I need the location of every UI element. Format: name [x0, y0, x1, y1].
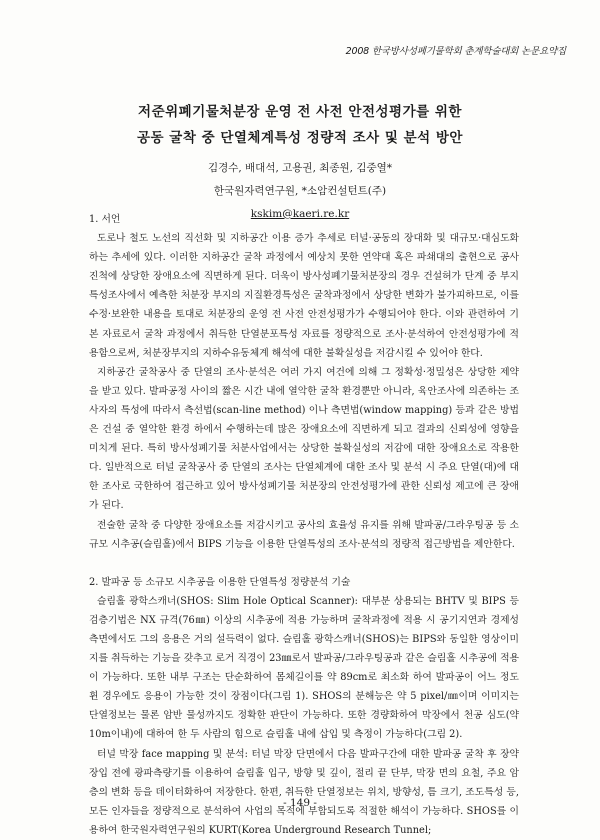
- paragraph: 슬림홀 광학스캐너(SHOS: Slim Hole Optical Scanner): 대부분 상용되는 BHTV 및 BIPS 등 검층기법은 NX 규격(76㎜) 이상의 시추공에 적용 가능하며 굴착과정에 적용 시 공기지연과 경제성 측면에서도 그의 응용은 거의 설득력이 없다. 슬림홀 광학스캐너(SHOS)는 BIPS와 동일한 영상이미지를 취득하는 기능을 갖추고 로거 직경이 23㎜로서 발파공/그라우팅공과 같은 슬림홀 시추공에 적용이 가능하다. 또한 내부 구조는 단순화하여 몸체길이를 약 89cm로 최소화 하여 발파공이 어느 정도 휜 경우에도 응용이 가능한 것이 장점이다(그림 1). SHOS의 분해능은 약 5 pixel/㎜이며 이미지는 단열정보는 물론 암반 물성까지도 정확한 판단이 가능하다. 또한 경량화하여 막장에서 천공 심도(약 10m이내)에 대하여 한 두 사람의 힘으로 슬림홀 내에 삽입 및 측정이 가능하다(그림 2).: [89, 595, 519, 741]
- running-head: 2008 한국방사성폐기물학회 춘계학술대회 논문요약집: [345, 46, 566, 57]
- paper-title-line-2: 공동 굴착 중 단열체계특성 정량적 조사 및 분석 방안: [137, 130, 463, 146]
- paragraph: 터널 막장 face mapping 및 분석: 터널 막장 단면에서 다음 발파구간에 대한 발파공 굴착 후 장약 장입 전에 광파측량기를 이용하여 슬림홀 입구, 방향 및 깊이, 절리 끝 단부, 막장 면의 요철, 주요 암층의 변화 등을 데이터화하여 저장한다. 한편, 취득한 단열정보는 위치, 방향성, 틈 크기, 조도특성 등, 모든 인자들을 정량적으로 분석하여 사업의 목적에 부합되도록 적절한 해석이 가능하다. SHOS를 이용하여 한국원자력연구원의 KURT(Korea Underground Research Tunnel;: [89, 748, 519, 836]
- section-introduction: [89, 210, 519, 554]
- author-email[interactable]: kskim@kaeri.re.kr: [250, 208, 350, 220]
- section-spacer: [89, 554, 519, 573]
- paragraph: 도로나 철도 노선의 직선화 및 지하공간 이용 증가 추세로 터널·공동의 장대화 및 대규모·대심도화 하는 추세에 있다. 이러한 지하공간 굴착 과정에서 예상치 못한 연약대 혹은 파쇄대의 출현으로 공사 진척에 상당한 장애요소에 직면하게 된다. 더욱이 방사성폐기물처분장의 경우 건설허가 단계 중 부지특성조사에서 예측한 처분장 부지의 지질환경특성은 굴착과정에서 상당한 변화가 불가피하므로, 이를 수정·보완한 내용을 토대로 처분장의 운영 전 사전 안전성평가가 수행되어야 한다. 이와 관련하여 기본 자료로서 굴착 과정에서 취득한 단열분포특성 자료를 정량적으로 조사·분석하여 안전성평가에 적용함으로써, 처분장부지의 지하수유동체계 해석에 대한 불확실성을 저감시킬 수 있어야 한다.: [89, 233, 519, 359]
- paragraph: 전술한 굴착 중 다양한 장애요소를 저감시키고 공사의 효율성 유지를 위해 발파공/그라우팅공 등 소규모 시추공(슬림홀)에서 BIPS 기능을 이용한 단열특성의 조사·분석의 정량적 접근방법을 제안한다.: [89, 519, 519, 550]
- paragraph: 지하공간 굴착공사 중 단열의 조사·분석은 여러 가지 여건에 의해 그 정확성·정밀성은 상당한 제약을 받고 있다. 발파공정 사이의 짧은 시간 내에 열악한 굴착 환경뿐만 아니라, 육안조사에 의존하는 조사자의 특성에 따라서 측선법(scan-line method) 이나 측면법(window mapping) 등과 같은 방법은 건설 중 열악한 환경 하에서 수행하는데 많은 장애요소에 직면하게 되고 결과의 신뢰성에 영향을 미치게 된다. 특히 방사성폐기물 처분사업에서는 상당한 불확실성의 저감에 대한 장애요소로 작용한다. 일반적으로 터널 굴착공사 중 단열의 조사는 단열체계에 대한 조사 및 분석 시 주요 단열(대)에 대한 조사로 국한하여 접근하고 있어 방사성폐기물 처분장의 안전성평가에 관한 신뢰성 제고에 큰 장애가 된다.: [89, 366, 519, 512]
- paper-body: [89, 210, 519, 840]
- author-names: 김경수, 배대석, 고용권, 최종원, 김중열*: [207, 162, 393, 174]
- paper-title-line-1: 저준위폐기물처분장 운영 전 사전 안전성평가를 위한: [138, 104, 462, 120]
- author-affiliation: 한국원자력연구원, *소암컨설턴트(주): [213, 185, 387, 197]
- page-number: - 149 -: [283, 797, 317, 809]
- paper-title: [0, 99, 600, 151]
- section-heading: 2. 발파공 등 소규모 시추공을 이용한 단열특성 정량분석 기술: [89, 576, 351, 588]
- section-heading: 1. 서언: [89, 214, 121, 225]
